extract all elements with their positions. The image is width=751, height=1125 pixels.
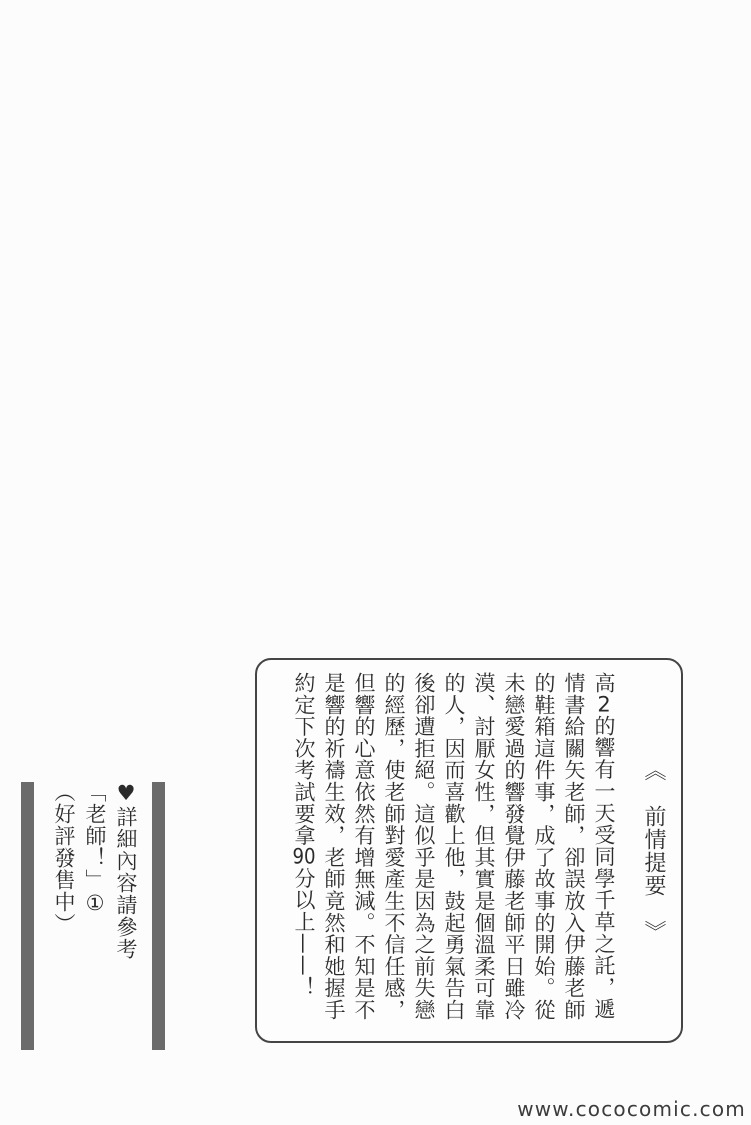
promo-block bbox=[48, 781, 141, 1043]
promo-line: 「老師！」① bbox=[83, 781, 107, 916]
promo-divider-bar-right bbox=[152, 782, 165, 1050]
summary-text-column: 但響的心意依然有增無減。不知是不 bbox=[352, 672, 376, 1021]
summary-text-column: 漠、討厭女性，但其實是個溫柔可靠 bbox=[472, 672, 496, 1021]
summary-text-column: 的鞋箱這件事，成了故事的開始。從 bbox=[532, 672, 556, 1021]
summary-text-column: 高2的響有一天受同學千草之託，遞 bbox=[592, 672, 616, 1021]
summary-text-column: 後卻遭拒絕。這似乎是因為之前失戀 bbox=[412, 672, 436, 1021]
summary-text bbox=[271, 672, 619, 1025]
summary-text-column: 約定下次考試要拿90分以上——！ bbox=[292, 672, 316, 999]
promo-line: （好評發售中） bbox=[52, 781, 76, 935]
heart-icon: ♥ bbox=[114, 781, 138, 806]
summary-title: 《 前情提要 》 bbox=[641, 758, 666, 943]
promo-line bbox=[110, 781, 141, 1043]
summary-text-column: 的經歷，使老師對愛產生不信任感， bbox=[382, 672, 406, 1021]
story-summary-box bbox=[255, 658, 683, 1043]
summary-text-column: 情書給關矢老師，卻誤放入伊藤老師 bbox=[562, 672, 586, 1021]
watermark: www.cococomic.com bbox=[517, 1097, 746, 1121]
summary-text-column: 的人，因而喜歡上他，鼓起勇氣告白 bbox=[442, 672, 466, 1021]
summary-text-column: 是響的祈禱生效，老師竟然和她握手 bbox=[322, 672, 346, 1021]
summary-text-column: 未戀愛過的響發覺伊藤老師平日雖冷 bbox=[502, 672, 526, 1021]
promo-divider-bar-left bbox=[21, 782, 34, 1050]
promo-line-text: 詳細內容請參考 bbox=[114, 806, 138, 960]
